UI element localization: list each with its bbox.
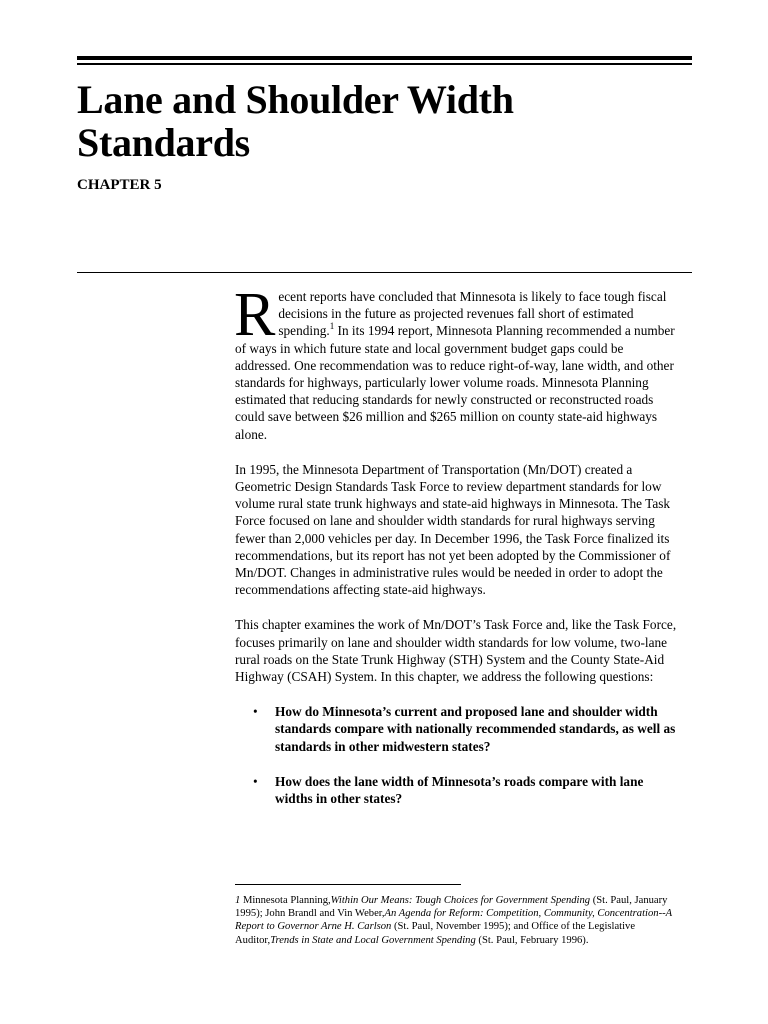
chapter-label: CHAPTER 5 <box>77 177 162 193</box>
footnote-reference[interactable]: 1 <box>329 321 335 332</box>
footnote-text-1: Minnesota Planning, <box>240 895 331 906</box>
paragraph-intro-text-b: In its 1994 report, Minnesota Planning recommended a number of ways in which future state and local government budget gaps could be addressed. One recommendation was to reduce right-of-way, lane width, and other standards for highways, particularly lower volume roads. Minnesota Planning estimated that reducing standards for newly constructed or reconstructed roads could save between $26 million and $265 million on county state-aid highways alone. <box>235 323 675 442</box>
bullet-icon: • <box>253 773 258 789</box>
footnote-text-3: (St. Paul, November 1995); and Office of the Legislative Auditor, <box>235 921 636 946</box>
question-item <box>235 703 682 755</box>
header-rule-thick <box>77 56 692 60</box>
question-text: How do Minnesota’s current and proposed lane and shoulder width standards compare with nationally recommended standards, as well as standards in other midwestern states? <box>275 704 676 754</box>
body-column <box>234 281 682 825</box>
drop-cap: R <box>234 281 276 349</box>
footnote-title-1: Within Our Means: Tough Choices for Government Spending <box>330 895 591 906</box>
paragraph-intro-text-a: ecent reports have concluded that Minnesota is likely to face tough fiscal decisions in the future as projected revenues fall short of estimated spending. <box>278 289 667 339</box>
footnote-text-4: (St. Paul, February 1996). <box>475 934 589 946</box>
footnote-title-2: An Agenda for Reform: Competition, Community, Concentration--A Report to Governor Arne H. Carlson <box>235 908 672 933</box>
bullet-icon: • <box>253 704 258 720</box>
footnote-number: 1 <box>235 895 241 906</box>
footnote-separator <box>235 884 461 885</box>
question-list <box>235 703 682 807</box>
question-item <box>235 773 682 807</box>
footnote-title-3: Trends in State and Local Government Spending <box>270 934 476 946</box>
paragraph-chapter-scope: This chapter examines the work of Mn/DOT’s Task Force and, like the Task Force, focuses primarily on lane and shoulder width standards for low volume, two-lane rural roads on the State Trunk Highway (STH) System and the County State-Aid Highway (CSAH) System. In this chapter, we address the following questions: <box>235 617 677 685</box>
footnote <box>235 894 690 947</box>
paragraph-intro <box>234 281 682 443</box>
section-divider <box>77 272 692 273</box>
header-rule-thin <box>77 63 692 65</box>
paragraph-task-force: In 1995, the Minnesota Department of Transportation (Mn/DOT) created a Geometric Design Standards Task Force to review department standards for low volume rural state trunk highways and state-aid highways in Minnesota. The Task Force focused on lane and shoulder width standards for rural highways serving fewer than 2,000 vehicles per day. In December 1996, the Task Force finalized its recommendations, but its report has not yet been adopted by the Commissioner of Mn/DOT. Changes in administrative rules would be needed in order to adopt the recommendations affecting state-aid highways. <box>235 461 671 598</box>
question-text: How does the lane width of Minnesota’s roads compare with lane widths in other states? <box>275 773 644 807</box>
footnote-text-2: (St. Paul, January 1995); John Brandl and Vin Weber, <box>235 895 668 920</box>
chapter-title: Lane and Shoulder Width Standards <box>77 77 514 165</box>
